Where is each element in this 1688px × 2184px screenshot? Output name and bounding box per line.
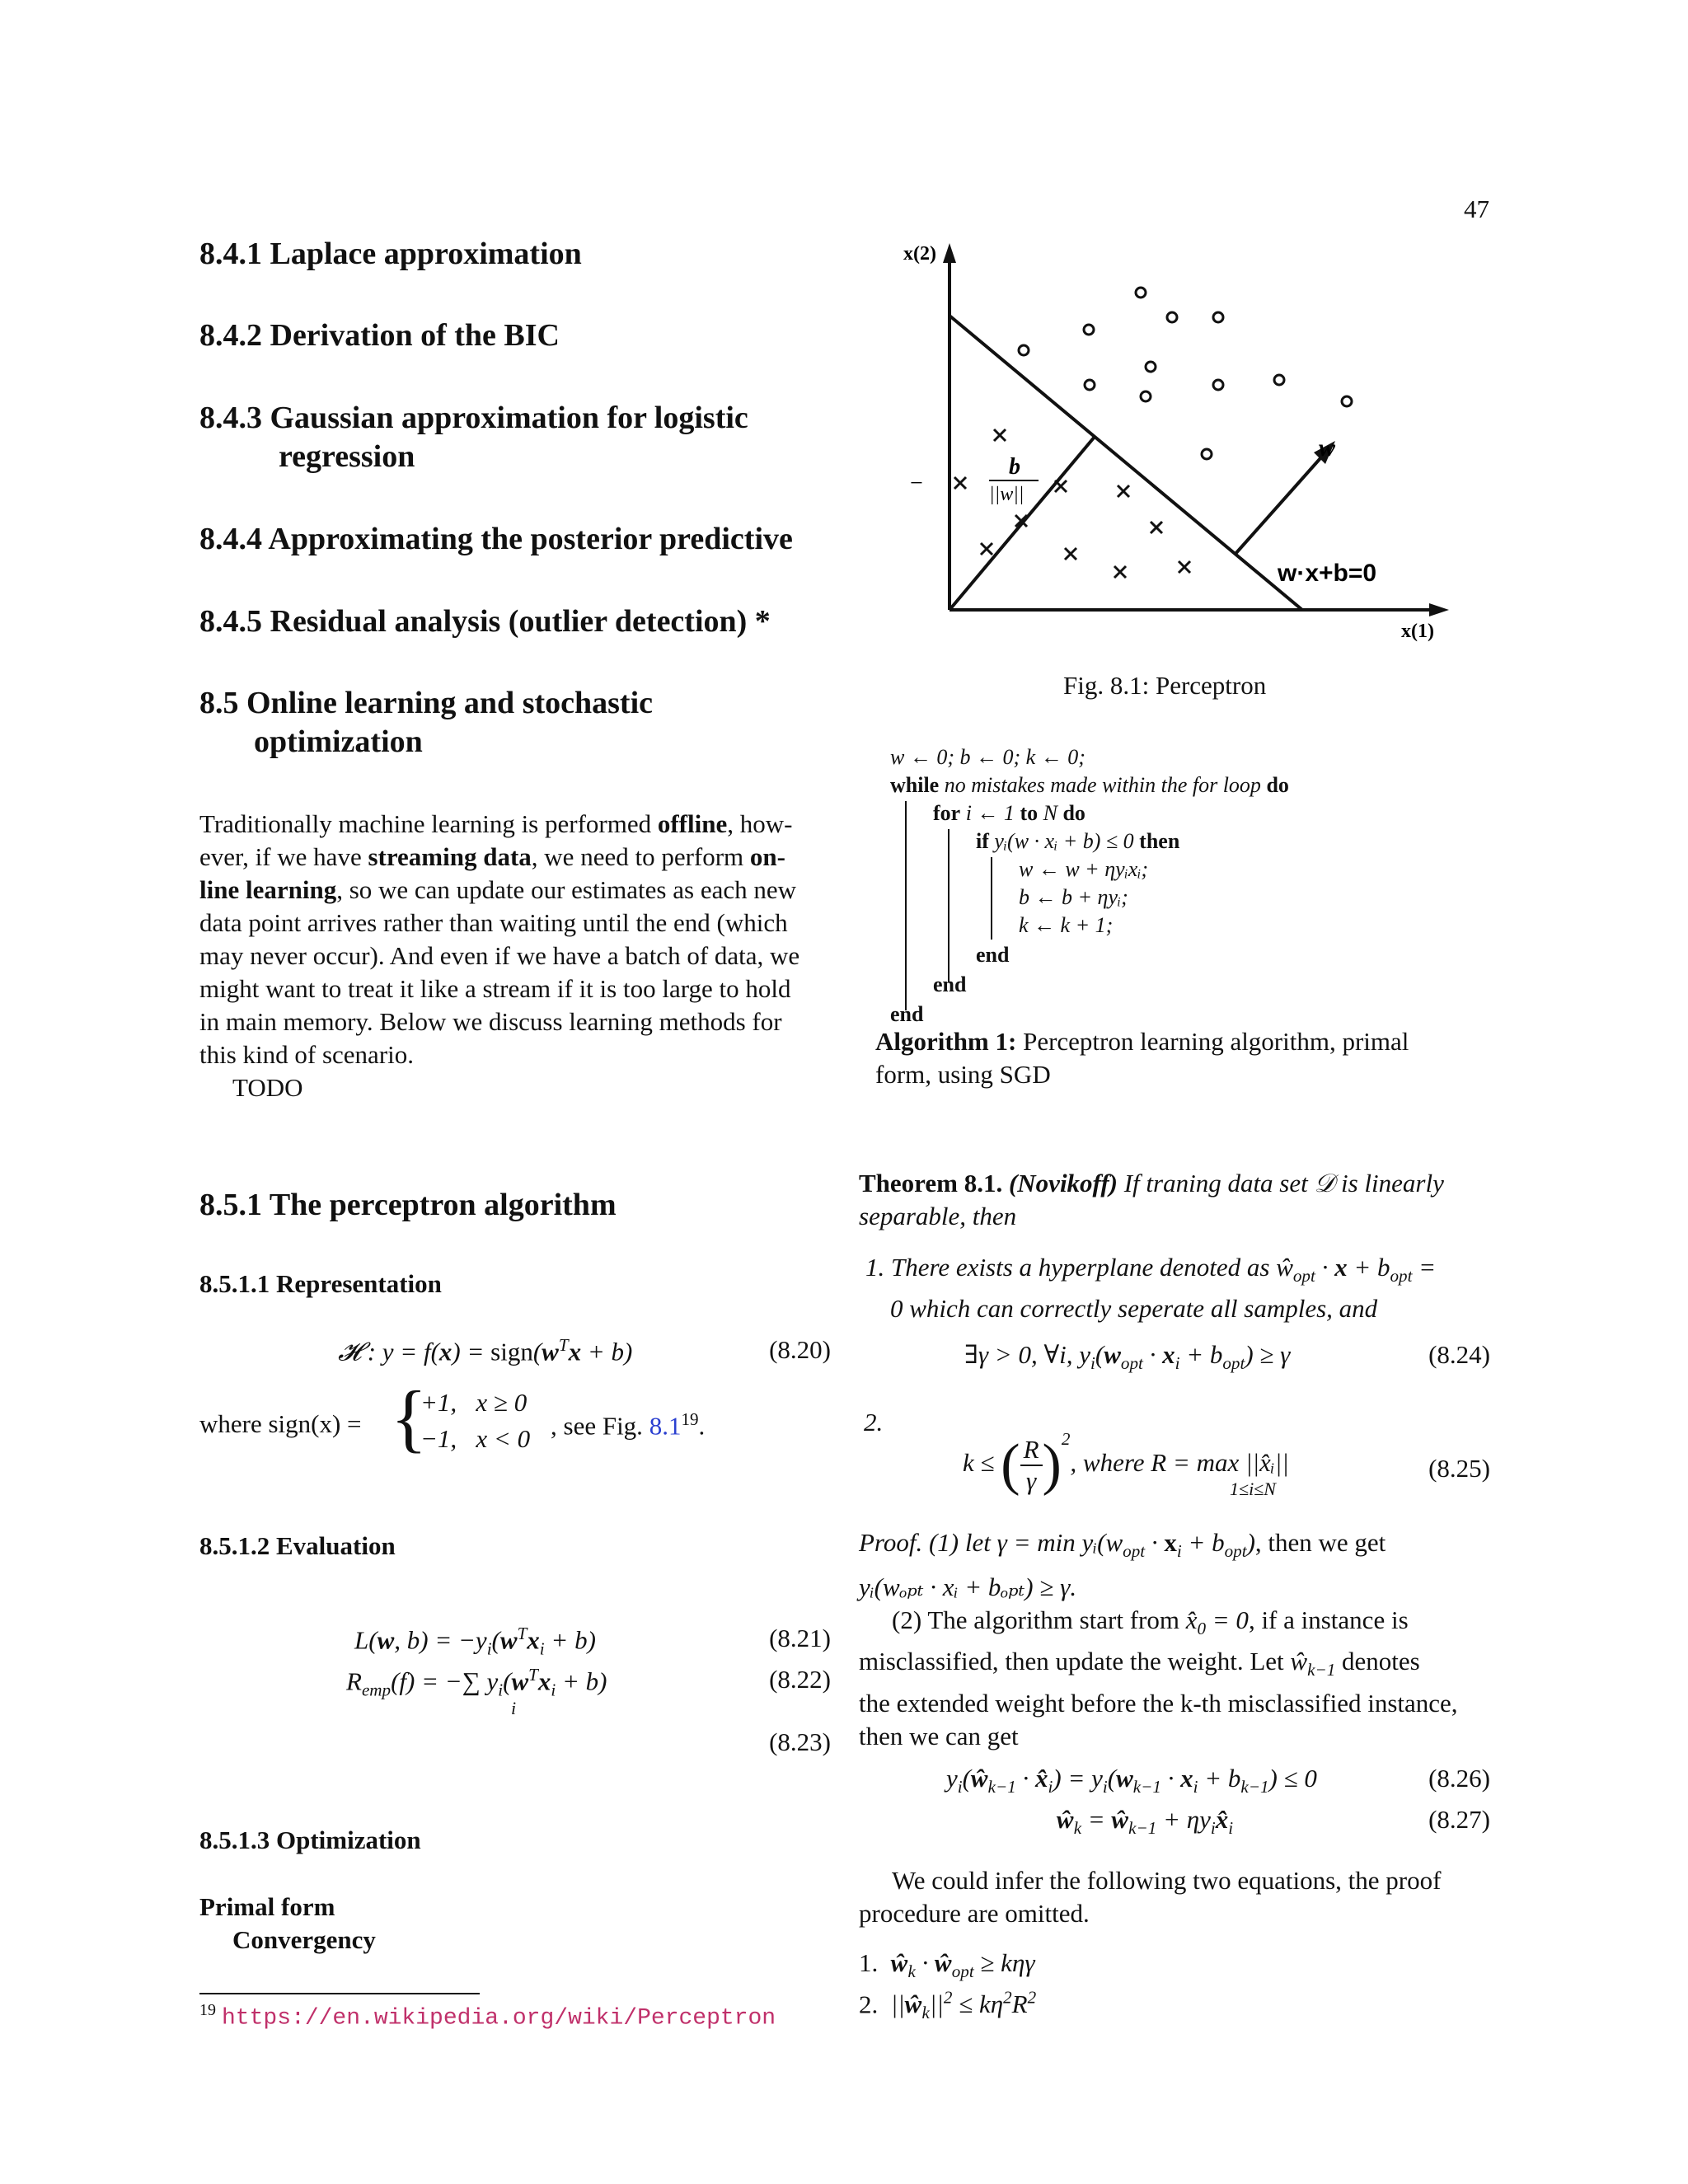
eqno-8-27: (8.27) xyxy=(1428,1805,1490,1834)
equation-8-26: $y_i(ŵ_{k-1}$ · $x̂_i) = y_i(w_{k-1} \cdot x_i + b_{k-1}) \le 0$ xyxy=(946,1764,1317,1797)
y-axis-arrow xyxy=(943,243,956,263)
heading-8-4-3-cont: regression xyxy=(279,439,415,474)
hyperplane-label: w·x+b=0 xyxy=(1278,560,1377,587)
proof-paragraph: Proof. (1) let $\gamma = \min yᵢ(w_{opt} \cdot x_i + b_{opt})$, then we get yᵢ(wₒₚₜ · xᵢ + bₒₚₜ) ≥ γ. (2) The algorithm start from $x̂_0 = 0$, if a instance is misclassified, then update the weight. Let $ŵ_{k-1}$ denotes the extended weight before the k-th misclassified instance, then we can get xyxy=(859,1528,1458,1750)
x1-axis-label: x(1) xyxy=(1401,621,1434,642)
separating-line xyxy=(950,316,1302,610)
w-label: w xyxy=(1319,434,1336,462)
heading-8-5-cont: optimization xyxy=(254,724,423,759)
eqno-8-21: (8.21) xyxy=(769,1624,831,1652)
equation-8-25: k ≤ ( $\frac{R}{\gamma}$ )$^2$, where R = max ||x̂ᵢ|| xyxy=(963,1429,1289,1497)
heading-8-5-1: 8.5.1 The perceptron algorithm xyxy=(199,1188,617,1222)
distance-label-num: b xyxy=(1009,454,1020,480)
eqno-8-20: (8.20) xyxy=(769,1335,831,1364)
heading-8-5: 8.5 Online learning and stochastic xyxy=(199,686,653,720)
footnote: $^{19}$ https://en.wikipedia.org/wiki/Perceptron xyxy=(199,2001,776,2032)
svg-text:−: − xyxy=(910,471,923,496)
heading-8-5-1-2: 8.5.1.2 Evaluation xyxy=(199,1531,396,1560)
infer-item-1: 1. $ŵ_k$ · $ŵ_{opt} \ge k\eta\gamma$ xyxy=(859,1948,1035,1982)
heading-8-4-5: 8.4.5 Residual analysis (outlier detection) * xyxy=(199,604,771,639)
axes xyxy=(950,251,1442,610)
equation-8-22: $R_{emp}(f)$ = −∑ $y_i(w^Tx_i + b)$ xyxy=(346,1665,607,1700)
intro-paragraph: Traditionally machine learning is performed offline, how- ever, if we have streaming data, we need to perform on- line learning, so we can update our estimates as each new data point arrives rather than waiting until the end (which may never occur). And even if we have a batch of data, we might want to treat it like a stream if it is too large to hold in main memory. Below we discuss learning methods for this kind of scenario. TODO xyxy=(199,809,800,1102)
positive-points xyxy=(1019,288,1352,459)
heading-primal-form: Primal form xyxy=(199,1892,335,1921)
perceptron-figure xyxy=(890,235,1451,647)
equation-8-21: L(w, $b) = -y_i(w^Tx_i + b)$ xyxy=(354,1624,596,1659)
max-range: 1≤i≤N xyxy=(1230,1479,1276,1499)
sum-index: i xyxy=(511,1698,517,1718)
x2-axis-label: x(2) xyxy=(903,243,936,265)
theorem-item-2: 2. xyxy=(864,1408,884,1436)
eqno-8-25: (8.25) xyxy=(1428,1454,1490,1483)
figure-caption: Fig. 8.1: Perceptron xyxy=(1063,671,1267,700)
page-number: 47 xyxy=(1464,194,1489,223)
theorem-item-1: 1. There exists a hyperplane denoted as $ŵ_{opt} \cdot x + b_{opt}$ = 0 which can correctly seperate all samples, and xyxy=(865,1253,1437,1324)
x-axis-arrow xyxy=(1429,603,1449,616)
footnote-url[interactable]: https://en.wikipedia.org/wiki/Perceptron xyxy=(222,2005,776,2032)
theorem-8-1: Theorem 8.1. (Novikoff) If traning data set 𝒟 is linearly separable, then xyxy=(859,1169,1444,1230)
equation-8-27: $ŵ_k$ = $ŵ_{k-1}$ + $\eta y_ix̂_i$ xyxy=(1057,1805,1234,1839)
heading-8-4-2: 8.4.2 Derivation of the BIC xyxy=(199,318,560,353)
eqno-8-24: (8.24) xyxy=(1428,1340,1490,1369)
footnote-rule xyxy=(199,1993,480,1994)
heading-8-4-1: 8.4.1 Laplace approximation xyxy=(199,237,582,271)
heading-8-5-1-3: 8.5.1.3 Optimization xyxy=(199,1825,421,1854)
eqno-8-22: (8.22) xyxy=(769,1665,831,1694)
distance-label-den: ||w|| xyxy=(989,484,1025,505)
equation-8-24: ∃γ > 0, ∀i, $y_i(w_{opt} \cdot x_i + b_{opt}) \ge \gamma$ xyxy=(964,1340,1291,1374)
heading-convergency: Convergency xyxy=(232,1925,376,1954)
infer-item-2: 2. $||ŵ_k||^2 \le k\eta^2R^2$ xyxy=(859,1988,1037,2023)
heading-8-5-1-1: 8.5.1.1 Representation xyxy=(199,1269,442,1298)
equation-8-20: 𝓗 : $y = f(x) = sign(w^Tx + b)$ xyxy=(338,1335,633,1366)
eqno-8-23: (8.23) xyxy=(769,1727,831,1756)
heading-8-4-3: 8.4.3 Gaussian approximation for logistic xyxy=(199,401,748,435)
figure-link[interactable]: 8.1 xyxy=(649,1411,682,1441)
infer-paragraph: We could infer the following two equations, the proof procedure are omitted. xyxy=(859,1866,1442,1928)
w-vector xyxy=(1235,451,1327,555)
eqno-8-26: (8.26) xyxy=(1428,1764,1490,1793)
heading-8-4-4: 8.4.4 Approximating the posterior predictive xyxy=(199,522,793,556)
